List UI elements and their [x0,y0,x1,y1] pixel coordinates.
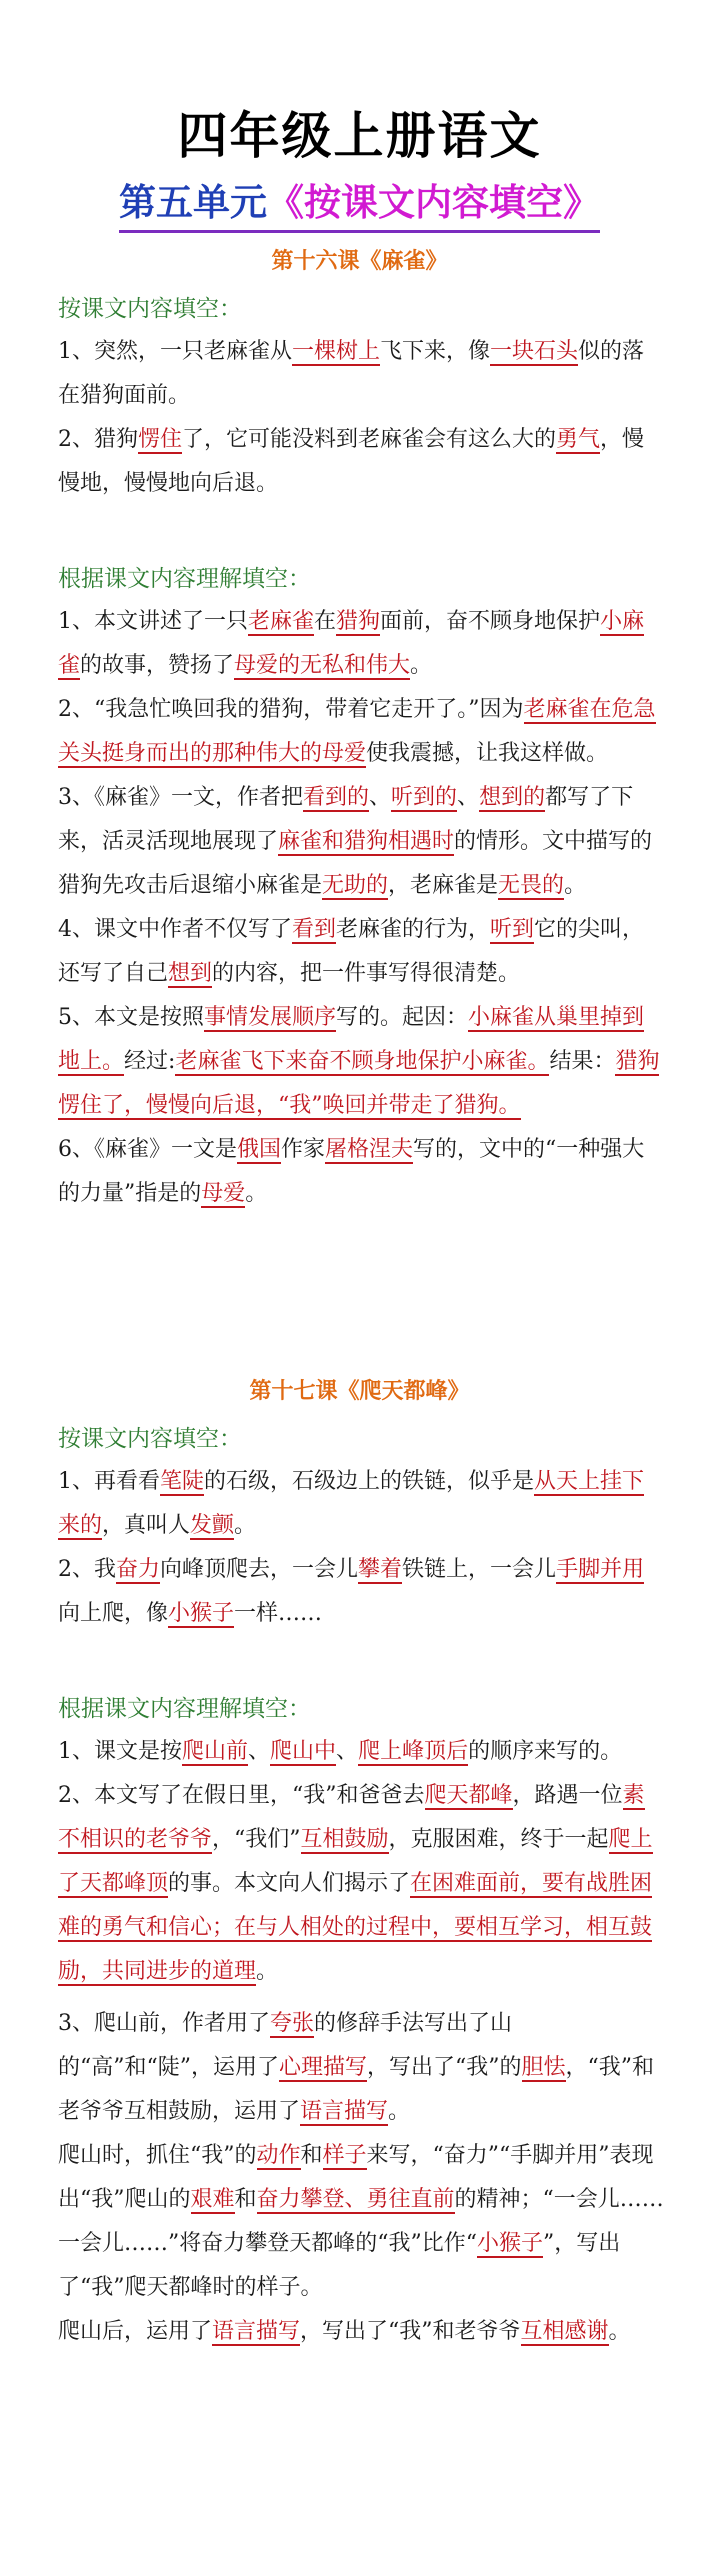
answer-text: 爬上峰顶后 [358,1739,469,1764]
paragraph [58,330,664,418]
answer-text: 母爱的无私和伟大 [234,653,411,678]
text-run: 的内容，把一件事写得很清楚。 [212,961,521,986]
answer-text: 从天上挂下来的 [58,1469,645,1538]
answer-text: 样子 [322,2143,367,2168]
answer-text: 胆怯 [521,2055,566,2080]
text-run: 。 [234,1513,257,1538]
answer-text: 语言描写 [300,2099,389,2124]
text-run: 1、再看看 [58,1469,160,1494]
answer-text: 语言描写 [212,2319,301,2344]
answer-text: 笔陡 [160,1469,205,1494]
text-run: 老麻雀的行为， [336,917,491,942]
text-run: 1、突然，一只老麻雀从 [58,339,292,364]
answer-text: 老麻雀 [248,609,315,634]
text-run: 使我震撼，让我这样做。 [366,741,609,766]
unit-prefix: 第五单元 [119,181,267,224]
lesson-heading: 第十七课《爬天都峰》 [249,1379,470,1404]
text-run: 、 [248,1739,271,1764]
text-run: 。 [256,1959,279,1984]
text-run: 爬山时，抓住“我”的 [58,2143,257,2168]
text-run: 3、爬山前，作者用了 [58,2011,270,2036]
answer-text: 爬山前 [182,1739,249,1764]
answer-text: 屠格涅夫 [325,1137,414,1162]
text-run: 、 [336,1739,359,1764]
paragraph [58,996,664,1128]
text-run: 1、课文是按 [58,1739,182,1764]
text-run: ，“我们” [212,1827,301,1852]
answer-text: 想到 [168,961,213,986]
text-run: 飞下来，像 [380,339,491,364]
answer-text: 素不相识的老爷爷 [58,1783,645,1852]
text-run: 2、“我急忙唤回我的猎狗，带着它走开了。”因为 [58,697,524,722]
text-run: 爬山后，运用了 [58,2319,213,2344]
text-run: 的故事，赞扬了 [80,653,235,678]
answer-text: 小麻雀 [58,609,645,678]
answer-text: 小麻雀从巢里掉到地上。 [58,1005,645,1074]
answer-text: 勇气 [556,427,601,452]
answer-text: 手脚并用 [556,1557,645,1582]
answer-text: 小猴子 [168,1601,235,1626]
answer-text: 互相鼓励 [300,1827,389,1852]
text-run: ，克服困难，终于一起 [388,1827,609,1852]
text-run: 、 [457,785,480,810]
text-run: 在 [314,609,337,634]
text-run: 。 [410,653,433,678]
unit-heading [119,172,600,233]
answer-text: 无畏的 [498,873,565,898]
text-run: 写的。起因： [336,1005,469,1030]
text-run: 它的尖叫，还写了自己 [58,917,645,986]
section-heading: 按课文内容填空： [58,1426,242,1452]
answer-text: 奋力 [116,1557,161,1582]
text-run: 的情形。文中描写的猎狗先攻击后退缩小麻雀是 [58,829,653,898]
paragraph [58,1730,664,1774]
answer-text: 听到的 [391,785,458,810]
text-run: 铁链上，一会儿 [402,1557,557,1582]
page-title: 四年级上册语文 [177,107,542,165]
paragraph [58,2310,664,2354]
text-run: 5、本文是按照 [58,1005,204,1030]
answer-text: 无助的 [322,873,389,898]
paragraph [58,600,664,688]
text-run: 。 [388,2099,411,2124]
text-run: 一样…… [234,1601,323,1626]
text-run: 2、猎狗 [58,427,138,452]
text-run: ，写出了“我”的 [367,2055,522,2080]
text-run: 的修辞手法写出了山的“高”和“陡”，运用了 [58,2011,513,2080]
paragraph [58,1548,664,1636]
unit-heading-wrap [0,172,719,233]
text-run: 似的落在猎狗面前。 [58,339,645,408]
text-run: 1、本文讲述了一只 [58,609,248,634]
section-heading: 根据课文内容理解填空： [58,566,311,592]
answer-text: 艰难 [190,2187,235,2212]
paragraph [58,688,664,776]
answer-text: 爬上了天都峰顶 [58,1827,653,1896]
answer-text: 小猴子 [477,2231,544,2256]
text-run: 写的，文中的“一种强大的力量”指是的 [58,1137,645,1206]
text-run: 向峰顶爬去，一会儿 [160,1557,359,1582]
answer-text: 猎狗愣住了，慢慢向后退，“我”唤回并带走了猎狗。 [58,1049,660,1118]
text-run: 面前，奋不顾身地保护 [380,609,601,634]
paragraph [58,1460,664,1548]
paragraph [58,418,664,506]
text-run: 6、《麻雀》一文是 [58,1137,237,1162]
answer-text: 奋力攀登、勇往直前 [256,2187,455,2212]
text-run: 2、本文写了在假日里，“我”和爸爸去 [58,1783,425,1808]
text-run: 都写了下来，活灵活现地展现了 [58,785,634,854]
text-run: ，写出了“我”和老爷爷 [300,2319,521,2344]
answer-text: 麻雀和猎狗相遇时 [278,829,455,854]
text-run: ，路遇一位 [512,1783,623,1808]
answer-text: 想到的 [479,785,546,810]
text-run: 的顺序来写的。 [468,1739,623,1764]
answer-text: 攀着 [358,1557,403,1582]
paragraph [58,908,664,996]
answer-text: 猎狗 [336,609,381,634]
text-run: 了，它可能没料到老麻雀会有这么大的 [182,427,557,452]
answer-text: 爬天都峰 [424,1783,513,1808]
text-run: 的精神；“一会儿……一会儿……”将奋力攀登天都峰的“我”比作“ [58,2187,664,2256]
paragraph [58,1128,664,1216]
answer-text: 母爱 [201,1181,246,1206]
text-run: 3、《麻雀》一文，作者把 [58,785,303,810]
text-run: 的事。本文向人们揭示了 [168,1871,411,1896]
text-run: ，真叫人 [102,1513,191,1538]
unit-name: 《按课文内容填空》 [267,181,600,224]
answer-text: 俄国 [237,1137,282,1162]
answer-text: 听到 [490,917,535,942]
answer-text: 互相感谢 [520,2319,609,2344]
text-run: 向上爬，像 [58,1601,169,1626]
answer-text: 事情发展顺序 [204,1005,337,1030]
answer-text: 发颤 [190,1513,235,1538]
text-run: ，老麻雀是 [388,873,499,898]
text-run: 结果： [549,1049,616,1074]
text-run: ”，写出了“我”爬天都峰时的样子。 [58,2231,621,2300]
text-run: 和 [300,2143,323,2168]
answer-text: 夸张 [270,2011,315,2036]
paragraph [58,2134,664,2310]
text-run: 。 [608,2319,631,2344]
text-run: 4、课文中作者不仅写了 [58,917,292,942]
answer-text: 老麻雀飞下来奋不顾身地保护小麻雀。 [175,1049,550,1074]
text-run: 作家 [281,1137,326,1162]
answer-text: 一块石头 [490,339,579,364]
text-run: ，“我”和老爷爷互相鼓励，运用了 [58,2055,655,2124]
text-run: 、 [369,785,392,810]
answer-text: 愣住 [138,427,183,452]
text-run: 和 [234,2187,257,2212]
text-run: 2、我 [58,1557,116,1582]
answer-text: 一棵树上 [292,339,381,364]
text-run: 的石级，石级边上的铁链，似乎是 [204,1469,535,1494]
lesson-heading: 第十六课《麻雀》 [271,249,448,274]
section-heading: 按课文内容填空： [58,296,242,322]
text-run: ，慢慢地，慢慢地向后退。 [58,427,645,496]
section-heading: 根据课文内容理解填空： [58,1696,311,1722]
text-run: 。 [245,1181,268,1206]
answer-text: 看到 [292,917,337,942]
answer-text: 爬山中 [270,1739,337,1764]
text-run: 经过: [124,1049,176,1074]
answer-text: 动作 [256,2143,301,2168]
text-run: 来写，“奋力”“手脚并用”表现出“我”爬山的 [58,2143,654,2212]
answer-text: 在困难面前，要有战胜困难的勇气和信心；在与人相处的过程中，要相互学习，相互鼓励，共同进步的道理 [58,1871,653,1984]
answer-text: 看到的 [303,785,370,810]
answer-text: 心理描写 [279,2055,368,2080]
answer-text: 老麻雀在危急关头挺身而出的那种伟大的母爱 [58,697,656,766]
paragraph [58,1774,664,1994]
paragraph [58,776,664,908]
text-run: 。 [564,873,587,898]
paragraph [58,2002,664,2134]
